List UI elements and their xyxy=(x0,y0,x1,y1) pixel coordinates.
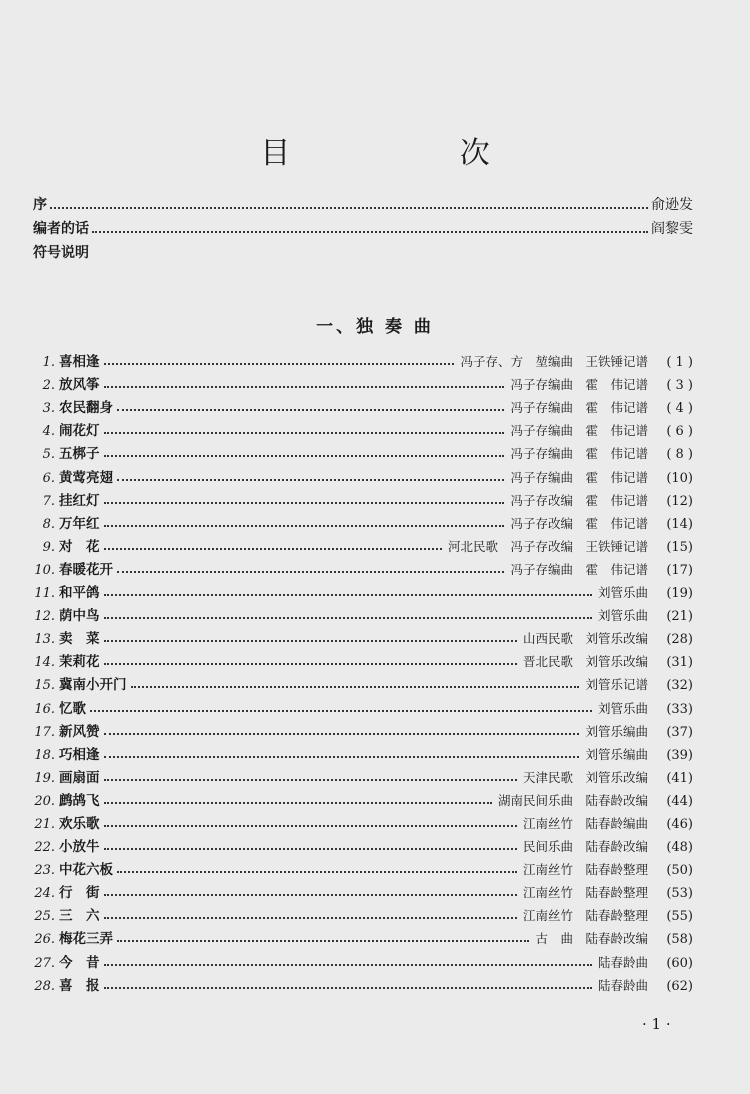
entry-title: 茉莉花 xyxy=(59,654,100,671)
toc-entry[interactable] xyxy=(33,670,693,693)
dot-leader xyxy=(117,871,517,873)
entry-title: 喜相逢 xyxy=(59,354,100,371)
dot-leader xyxy=(104,779,517,781)
entry-title: 和平鸽 xyxy=(59,585,100,602)
dot-leader xyxy=(131,686,580,688)
entry-title: 黄莺亮翅 xyxy=(59,469,113,486)
front-matter-item[interactable] xyxy=(33,214,693,238)
entry-number: 10. xyxy=(34,562,55,578)
entry-credit: 湖南民间乐曲 陆春龄改编 xyxy=(497,792,648,808)
entry-title: 春暖花开 xyxy=(59,561,113,578)
entry-title: 荫中鸟 xyxy=(59,608,100,625)
entry-page: ( 4 ) xyxy=(666,401,693,417)
entry-title: 喜 报 xyxy=(59,977,100,994)
entry-page: ( 3 ) xyxy=(666,378,693,394)
entry-page: ( 1 ) xyxy=(666,355,693,371)
entry-page: (14) xyxy=(666,516,693,532)
toc-entry[interactable] xyxy=(33,393,693,416)
toc-list xyxy=(33,347,693,994)
dot-leader xyxy=(117,479,504,481)
toc-entry[interactable] xyxy=(33,532,693,555)
entry-number: 5. xyxy=(42,447,55,463)
entry-number: 7. xyxy=(42,493,55,509)
dot-leader xyxy=(50,207,648,209)
entry-number: 24. xyxy=(34,886,55,902)
dot-leader xyxy=(104,848,517,850)
entry-credit: 冯子存编曲 霍 伟记谱 xyxy=(510,400,648,416)
entry-number: 16. xyxy=(34,701,55,717)
dot-leader xyxy=(104,363,455,365)
entry-page: ( 6 ) xyxy=(666,424,693,440)
entry-credit: 天津民歌 刘管乐改编 xyxy=(522,769,648,785)
entry-credit: 古 曲 陆春龄改编 xyxy=(535,931,648,947)
toc-entry[interactable] xyxy=(33,347,693,370)
entry-title: 卖 菜 xyxy=(59,631,100,648)
entry-title: 万年红 xyxy=(59,515,100,532)
entry-number: 13. xyxy=(34,632,55,648)
entry-credit: 冯子存改编 霍 伟记谱 xyxy=(510,515,648,531)
entry-page: (58) xyxy=(666,932,693,948)
entry-title: 对 花 xyxy=(59,538,100,555)
dot-leader xyxy=(104,802,492,804)
entry-credit: 冯子存编曲 霍 伟记谱 xyxy=(510,469,648,485)
entry-page: (53) xyxy=(666,886,693,902)
toc-entry[interactable] xyxy=(33,740,693,763)
dot-leader xyxy=(92,231,648,233)
front-matter-title: 符号说明 xyxy=(33,245,89,261)
front-matter-author: 阎黎雯 xyxy=(651,221,693,237)
entry-page: (55) xyxy=(666,909,693,925)
dot-leader xyxy=(104,525,505,527)
toc-entry[interactable] xyxy=(33,809,693,832)
entry-page: ( 8 ) xyxy=(666,447,693,463)
dot-leader xyxy=(117,571,504,573)
entry-credit: 冯子存改编 霍 伟记谱 xyxy=(510,492,648,508)
entry-credit: 民间乐曲 陆春龄改编 xyxy=(522,839,648,855)
entry-credit: 冯子存编曲 霍 伟记谱 xyxy=(510,377,648,393)
entry-credit: 刘管乐曲 xyxy=(597,700,648,716)
entry-credit: 山西民歌 刘管乐改编 xyxy=(522,631,648,647)
entry-page: (10) xyxy=(666,470,693,486)
entry-number: 23. xyxy=(34,863,55,879)
dot-leader xyxy=(117,940,529,942)
entry-credit: 刘管乐记谱 xyxy=(585,677,648,693)
front-matter-author: 俞逊发 xyxy=(651,197,693,213)
dot-leader xyxy=(104,502,505,504)
toc-entry[interactable] xyxy=(33,555,693,578)
entry-number: 14. xyxy=(34,655,55,671)
toc-entry[interactable] xyxy=(33,462,693,485)
dot-leader xyxy=(104,548,442,550)
entry-page: (12) xyxy=(666,493,693,509)
entry-number: 17. xyxy=(34,724,55,740)
page-number: · 1 · xyxy=(642,1015,671,1033)
entry-credit: 陆春龄曲 xyxy=(597,977,648,993)
toc-entry[interactable] xyxy=(33,878,693,901)
entry-number: 27. xyxy=(34,955,55,971)
entry-title: 中花六板 xyxy=(59,862,113,879)
toc-entry[interactable] xyxy=(33,601,693,624)
entry-number: 19. xyxy=(34,770,55,786)
entry-title: 闹花灯 xyxy=(59,423,100,440)
toc-entry[interactable] xyxy=(33,624,693,647)
dot-leader xyxy=(104,640,517,642)
entry-number: 26. xyxy=(34,932,55,948)
toc-entry[interactable] xyxy=(33,439,693,462)
entry-number: 28. xyxy=(34,978,55,994)
entry-credit: 刘管乐编曲 xyxy=(585,723,648,739)
entry-number: 6. xyxy=(42,470,55,486)
entry-page: (21) xyxy=(666,609,693,625)
entry-credit: 刘管乐曲 xyxy=(597,585,648,601)
front-matter-title: 编者的话 xyxy=(33,221,89,237)
entry-number: 2. xyxy=(42,378,55,394)
entry-credit: 河北民歌 冯子存改编 王铁锤记谱 xyxy=(447,538,648,554)
dot-leader xyxy=(104,386,505,388)
entry-credit: 冯子存、方 堃编曲 王铁锤记谱 xyxy=(460,354,648,370)
entry-page: (62) xyxy=(666,978,693,994)
entry-page: (60) xyxy=(666,955,693,971)
entry-credit: 江南丝竹 陆春龄整理 xyxy=(522,885,648,901)
toc-entry[interactable] xyxy=(33,947,693,970)
entry-number: 9. xyxy=(42,539,55,555)
entry-number: 25. xyxy=(34,909,55,925)
entry-credit: 陆春龄曲 xyxy=(597,954,648,970)
entry-credit: 刘管乐编曲 xyxy=(585,746,648,762)
toc-entry[interactable] xyxy=(33,647,693,670)
dot-leader xyxy=(104,894,517,896)
entry-page: (48) xyxy=(666,840,693,856)
dot-leader xyxy=(104,455,505,457)
entry-title: 放风筝 xyxy=(59,377,100,394)
entry-credit: 刘管乐曲 xyxy=(597,608,648,624)
section-heading: 一、独 奏 曲 xyxy=(316,317,434,337)
dot-leader xyxy=(104,594,592,596)
entry-page: (28) xyxy=(666,632,693,648)
dot-leader xyxy=(104,733,580,735)
toc-entry[interactable] xyxy=(33,717,693,740)
entry-number: 8. xyxy=(42,516,55,532)
entry-title: 冀南小开门 xyxy=(59,677,127,694)
entry-title: 行 街 xyxy=(59,885,100,902)
toc-entry[interactable] xyxy=(33,486,693,509)
toc-entry[interactable] xyxy=(33,786,693,809)
front-matter-item[interactable] xyxy=(33,238,693,262)
dot-leader xyxy=(117,409,504,411)
dot-leader xyxy=(104,663,517,665)
entry-title: 新风赞 xyxy=(59,723,100,740)
front-matter-item[interactable] xyxy=(33,190,693,214)
entry-number: 21. xyxy=(34,816,55,832)
toc-entry[interactable] xyxy=(33,416,693,439)
entry-page: (39) xyxy=(666,747,693,763)
entry-title: 梅花三弄 xyxy=(59,931,113,948)
entry-title: 三 六 xyxy=(59,908,100,925)
toc-entry[interactable] xyxy=(33,901,693,924)
entry-page: (17) xyxy=(666,562,693,578)
entry-title: 五梆子 xyxy=(59,446,100,463)
toc-entry[interactable] xyxy=(33,832,693,855)
toc-entry[interactable] xyxy=(33,763,693,786)
entry-number: 4. xyxy=(42,424,55,440)
toc-entry[interactable] xyxy=(33,578,693,601)
entry-credit: 江南丝竹 陆春龄整理 xyxy=(522,862,648,878)
entry-title: 画扇面 xyxy=(59,769,100,786)
entry-title: 挂红灯 xyxy=(59,492,100,509)
entry-page: (19) xyxy=(666,586,693,602)
entry-title: 农民翻身 xyxy=(59,400,113,417)
entry-number: 3. xyxy=(42,401,55,417)
entry-credit: 江南丝竹 陆春龄编曲 xyxy=(522,815,648,831)
dot-leader xyxy=(104,917,517,919)
toc-entry[interactable] xyxy=(33,509,693,532)
dot-leader xyxy=(104,756,580,758)
dot-leader xyxy=(104,987,592,989)
toc-entry[interactable] xyxy=(33,971,693,994)
entry-page: (32) xyxy=(666,678,693,694)
page-title: 目 次 xyxy=(260,136,570,171)
entry-credit: 冯子存编曲 霍 伟记谱 xyxy=(510,446,648,462)
entry-page: (37) xyxy=(666,724,693,740)
entry-credit: 江南丝竹 陆春龄整理 xyxy=(522,908,648,924)
dot-leader xyxy=(104,617,592,619)
entry-page: (33) xyxy=(666,701,693,717)
entry-number: 1. xyxy=(42,355,55,371)
entry-page: (46) xyxy=(666,816,693,832)
entry-title: 小放牛 xyxy=(59,839,100,856)
front-matter-list xyxy=(33,190,693,262)
entry-title: 欢乐歌 xyxy=(59,815,100,832)
entry-page: (44) xyxy=(666,793,693,809)
toc-entry[interactable] xyxy=(33,855,693,878)
entry-title: 巧相逢 xyxy=(59,746,100,763)
dot-leader xyxy=(104,825,517,827)
entry-title: 今 昔 xyxy=(59,954,100,971)
entry-page: (31) xyxy=(666,655,693,671)
toc-entry[interactable] xyxy=(33,370,693,393)
dot-leader xyxy=(104,432,505,434)
entry-page: (15) xyxy=(666,539,693,555)
entry-page: (50) xyxy=(666,863,693,879)
entry-credit: 晋北民歌 刘管乐改编 xyxy=(522,654,648,670)
dot-leader xyxy=(104,964,592,966)
entry-title: 忆歌 xyxy=(59,700,86,717)
entry-number: 18. xyxy=(34,747,55,763)
entry-credit: 冯子存编曲 霍 伟记谱 xyxy=(510,561,648,577)
toc-entry[interactable] xyxy=(33,924,693,947)
entry-number: 12. xyxy=(34,609,55,625)
entry-credit: 冯子存编曲 霍 伟记谱 xyxy=(510,423,648,439)
dot-leader xyxy=(90,710,592,712)
entry-number: 15. xyxy=(34,678,55,694)
toc-entry[interactable] xyxy=(33,693,693,716)
entry-number: 22. xyxy=(34,840,55,856)
entry-title: 鹧鸪飞 xyxy=(59,792,100,809)
entry-page: (41) xyxy=(666,770,693,786)
entry-number: 11. xyxy=(34,586,55,602)
entry-number: 20. xyxy=(34,793,55,809)
front-matter-title: 序 xyxy=(33,197,47,213)
